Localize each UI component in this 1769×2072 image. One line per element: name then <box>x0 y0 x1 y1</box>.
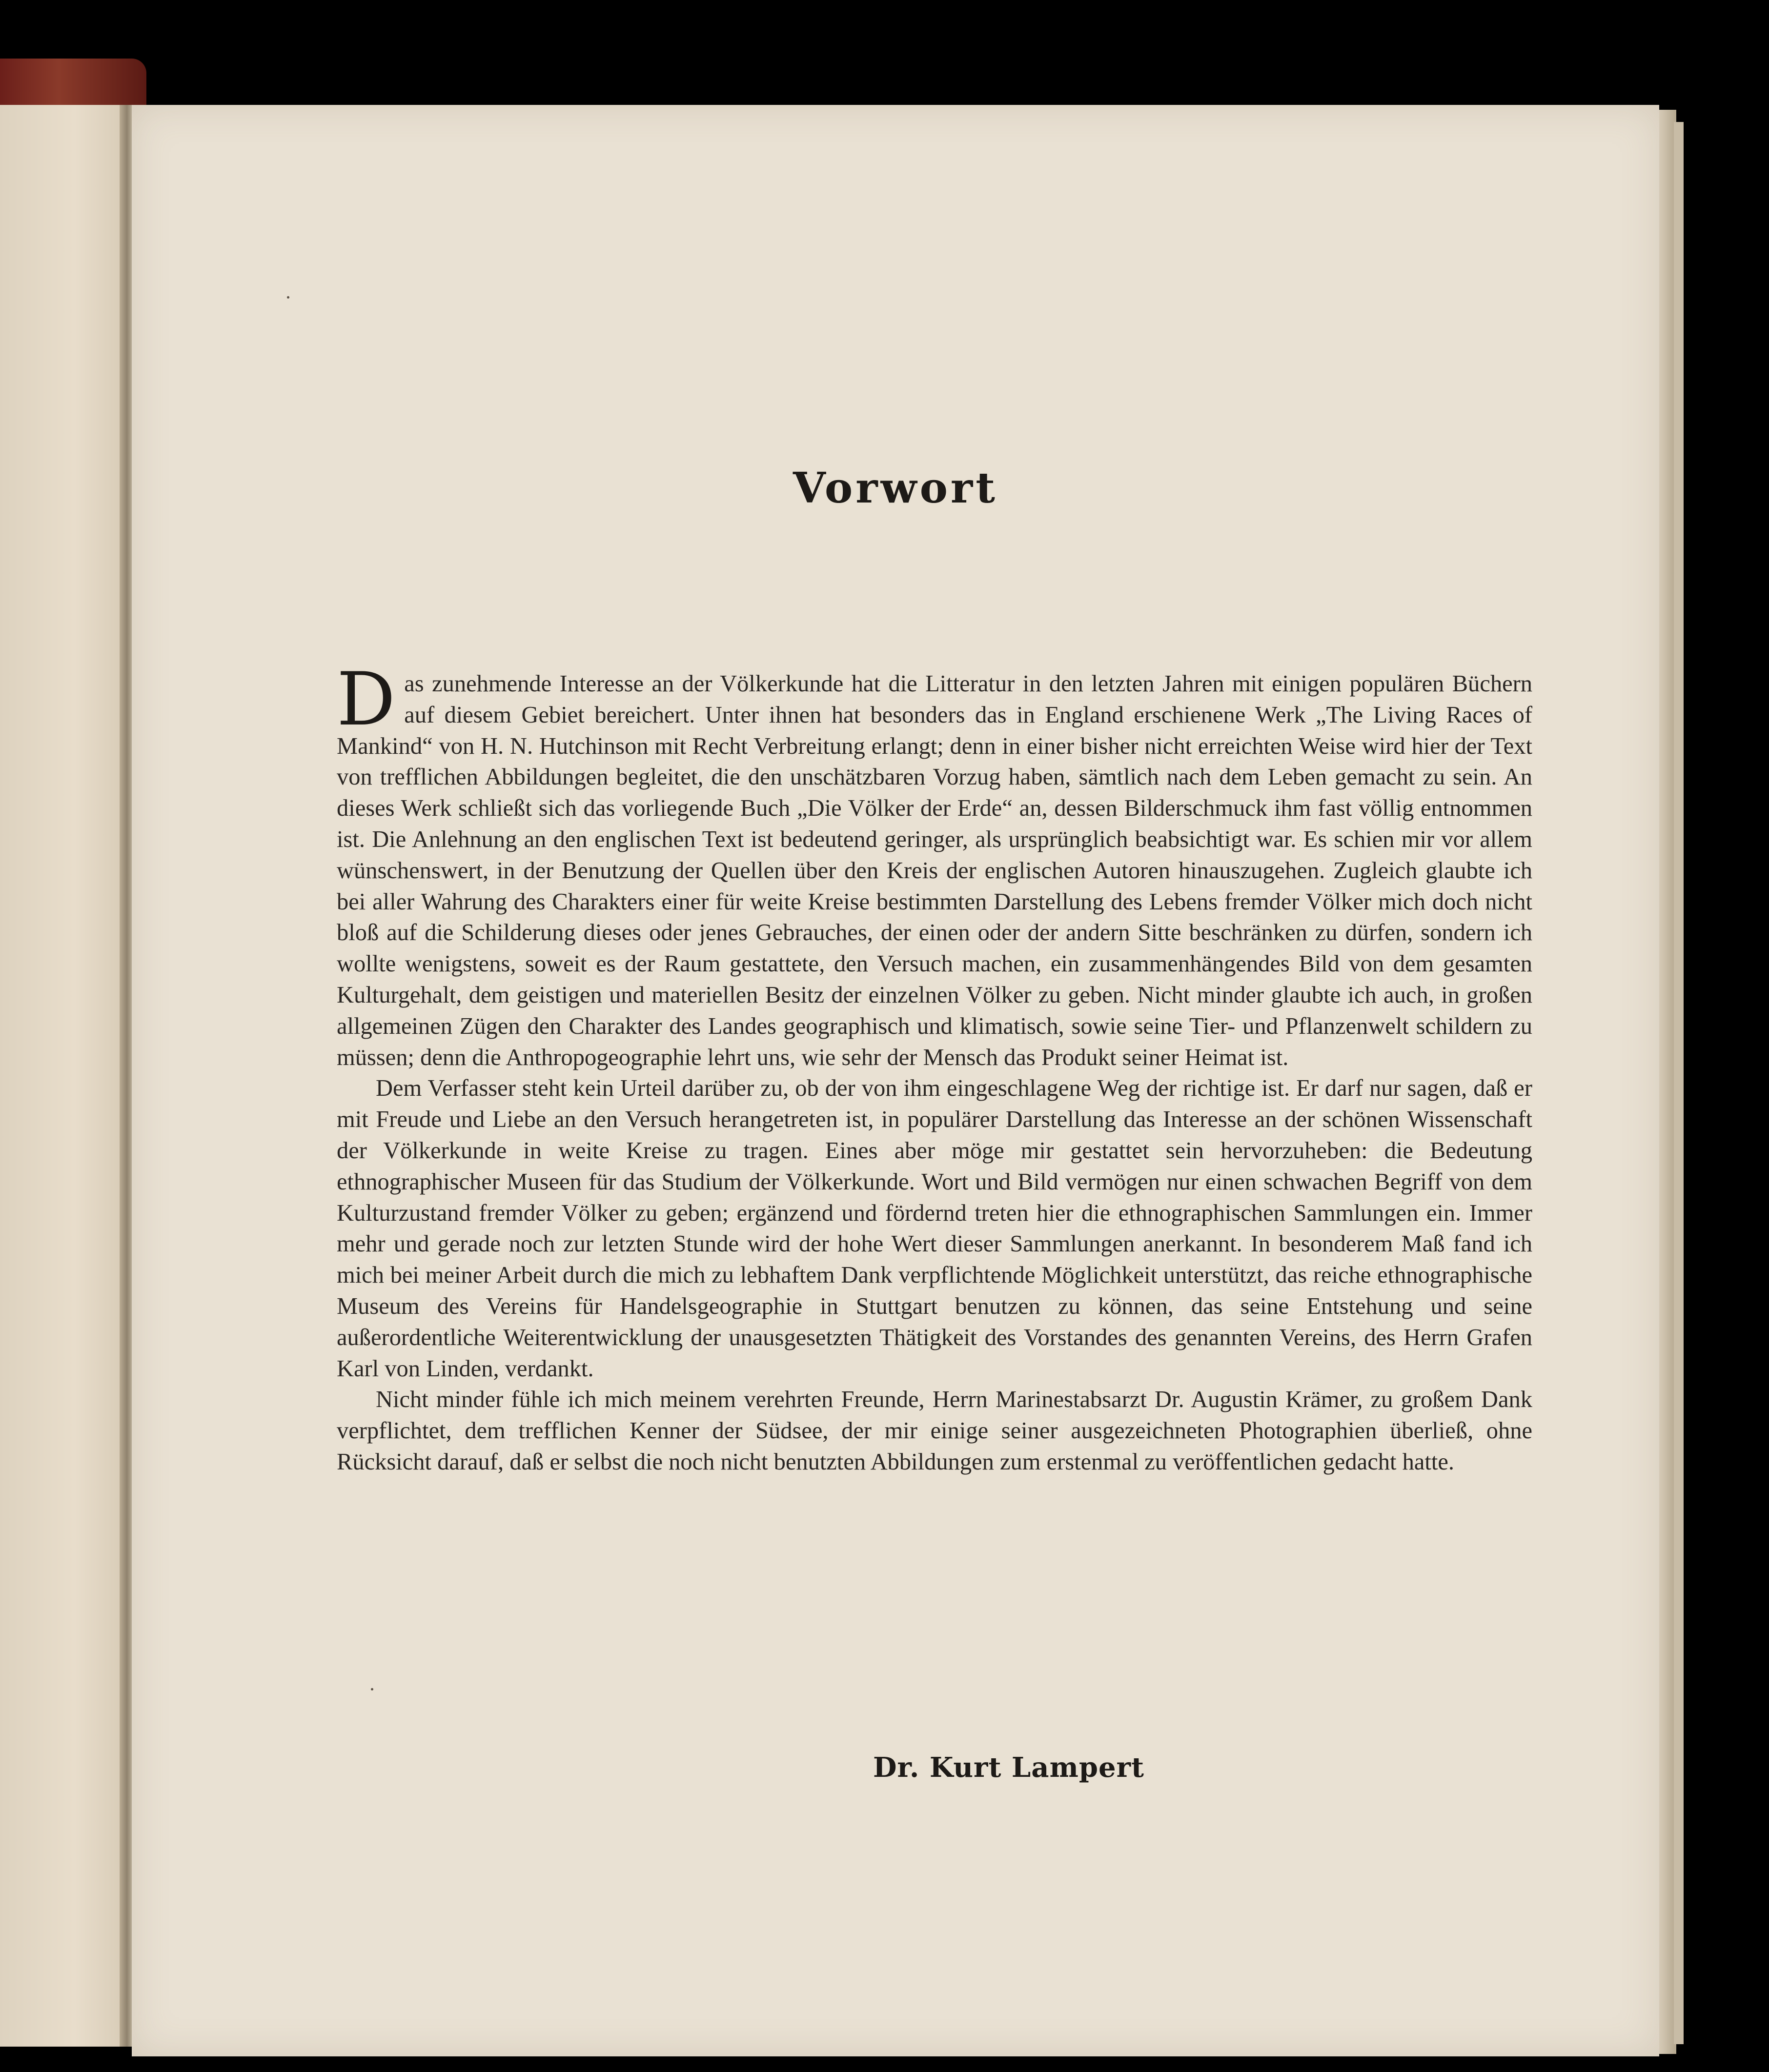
paragraph-2: Dem Verfasser steht kein Urteil darüber zu, ob der von ihm eingeschlagene Weg der richtige ist. Er darf nur sagen, daß er mit Freude und Liebe an den Versuch herangetreten ist, in populärer Darstellung das Interesse an der schönen Wissenschaft der Völkerkunde in weite Kreise zu tragen. Eines aber möge mir gestattet sein hervorzuheben: die Bedeutung ethnographischer Museen für das Studium der Völkerkunde. Wort und Bild vermögen nur einen schwachen Begriff von dem Kulturzustand fremder Völker zu geben; ergänzend und fördernd treten hier die ethnographischen Sammlungen ein. Immer mehr und gerade noch zur letzten Stunde wird der hohe Wert dieser Sammlungen anerkannt. In besonderem Maß fand ich mich bei meiner Arbeit durch die mich zu lebhaftem Dank verpflichtende Möglichkeit unterstützt, das reiche ethnographische Museum des Vereins für Handelsgeographie in Stuttgart benutzen zu können, das seine Entstehung und seine außerordentliche Weiterentwicklung der unausgesetzten Thätigkeit des Vorstandes des genannten Vereins, des Herrn Grafen Karl von Linden, verdankt. <box>337 1075 1532 1382</box>
paper-speck <box>371 1688 373 1690</box>
paragraph-3: Nicht minder fühle ich mich meinem verehrten Freunde, Herrn Marinestabsarzt Dr. Augustin Krämer, zu großem Dank verpflichtet, dem trefflichen Kenner der Südsee, der mir einige seiner ausgezeichneten Photographien überließ, ohne Rücksicht darauf, daß er selbst die noch nicht benutzten Abbildungen zum erstenmal zu veröffentlichen gedacht hatte. <box>337 1387 1532 1475</box>
book-page <box>132 105 1659 2056</box>
paragraph-1-text: as zunehmende Interesse an der Völkerkunde hat die Litteratur in den letzten Jahren mit einigen populären Büchern auf diesem Gebiet bereichert. Unter ihnen hat besonders das in England erschienene Werk „The Living Races of Mankind“ von H. N. Hutchinson mit Recht Verbreitung erlangt; denn in einer bisher nicht erreichten Weise wird hier der Text von trefflichen Abbildungen begleitet, die den unschätzbaren Vorzug haben, sämtlich nach dem Leben gemacht zu sein. An dieses Werk schließt sich das vorliegende Buch „Die Völker der Erde“ an, dessen Bilderschmuck ihm fast völlig entnommen ist. Die Anlehnung an den englischen Text ist bedeutend geringer, als ursprünglich beabsichtigt war. Es schien mir vor allem wünschenswert, in der Benutzung der Quellen über den Kreis der englischen Autoren hinauszugehen. Zugleich glaubte ich bei aller Wahrung des Charakters einer für weite Kreise bestimmten Darstellung des Lebens fremder Völker mich doch nicht bloß auf die Schilderung dieses oder jenes Gebrauches, der einen oder der andern Sitte beschränken zu dürfen, sondern ich wollte wenigstens, soweit es der Raum gestattete, den Versuch machen, ein zusammenhängendes Bild von dem gesamten Kulturgehalt, dem geistigen und materiellen Besitz der einzelnen Völker zu geben. Nicht minder glaubte ich auch, in großen allgemeinen Zügen den Charakter des Landes geographisch und klimatisch, sowie seine Tier- und Pflanzenwelt schildern zu müssen; denn die Anthropogeographie lehrt uns, wie sehr der Mensch das Produkt seiner Heimat ist. <box>337 671 1532 1070</box>
author-signature: Dr. Kurt Lampert <box>873 1751 1144 1784</box>
preface-text <box>337 657 1532 1478</box>
book-cover-edge <box>0 59 146 107</box>
left-page-leaf <box>0 105 124 2047</box>
page-stack-edge-outer <box>1674 122 1684 2044</box>
drop-cap: D <box>337 657 396 742</box>
paragraph-1 <box>337 657 1532 1073</box>
page-title: Vorwort <box>793 463 998 513</box>
paper-speck <box>287 296 289 299</box>
